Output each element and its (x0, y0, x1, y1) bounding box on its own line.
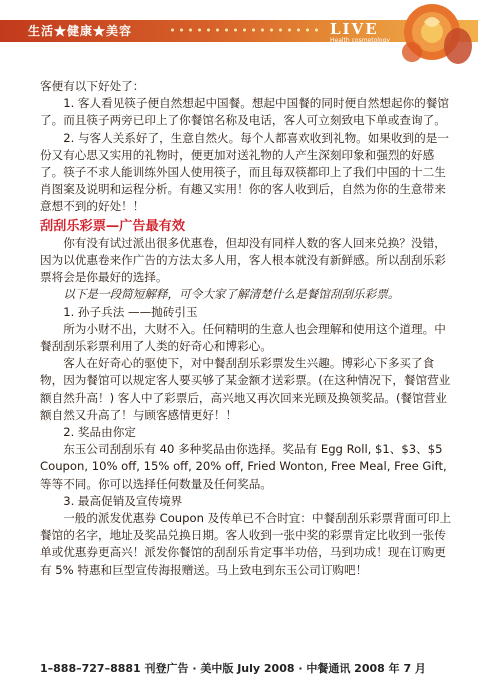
paragraph-coupons: 你有没有试过派出很多优惠卷，但却没有同样人数的客人回来兑换？没错，因为以优惠卷来作广告的方法太多人用，客人根本就没有新鲜感。所以刮刮乐彩票将会是你最好的选择。 (40, 235, 446, 285)
list-heading-1: 1. 孙子兵法 ——抛砖引玉 (63, 304, 198, 319)
decorative-flower-illustration (392, 2, 478, 68)
brand-logo-text: LIVE (330, 20, 379, 38)
paragraph-chopsticks-benefit: 1. 客人看见筷子便自然想起中国餐。想起中国餐的同时便自然想起你的餐馆了。而且筷子两旁已印上了你餐馆名称及电话，客人可立刻致电下单或查询了。 (40, 96, 449, 128)
list-heading-2: 2. 奖品由你定 (63, 425, 136, 440)
paragraph-explanation-note: 以下是一段简短解释，可令大家了解清楚什么是餐馆刮刮乐彩票。 (63, 287, 400, 302)
brand-subtitle: Health cosmetology (330, 37, 390, 44)
intro-text: 客便有以下好处了： (40, 79, 145, 93)
paragraph-promotion: 一般的派发优惠券 Coupon 及传单已不合时宜：中餐刮刮乐彩票背面可印上餐馆的名字，地址及奖品兑换日期。客人收到一张中奖的彩票肯定比收到一张传单或优惠券更高兴！派发你餐馆的刮刮乐肯定事半功倍，马到功成！现在订购更有 5% 特惠和巨型宣传海报赠送。马上致电到东玉公司订购吧！ (40, 511, 452, 577)
paragraph-curiosity: 客人在好奇心的驱使下，对中餐刮刮乐彩票发生兴趣。博彩心下多买了食物，因为餐馆可以规定客人要买够了某金额才送彩票。(在这种情况下，餐馆营业额自然升高！) 客人中了彩票后，高兴地又再次回来光顾及换领奖品。(餐馆营业额自然又升高了！与顾客感情更好！！ (40, 356, 451, 422)
section-heading: 刮刮乐彩票—广告最有效 (40, 218, 186, 234)
section-title: 生活★健康★美容 (28, 24, 133, 38)
page-header (0, 0, 478, 68)
paragraph-strategy: 所为小财不出，大财不入。任何精明的生意人也会理解和使用这个道理。中餐刮刮乐彩票利用了人类的好奇心和博彩心。 (40, 321, 446, 354)
paragraph-customer-relations: 2. 与客人关系好了，生意自然火。每个人都喜欢收到礼物。如果收到的是一份又有心思又实用的礼物时，便更加对送礼物的人产生深刻印象和强烈的好感了。筷子不求人能训练外国人使用筷子，而且每双筷都印上了我们中国的十二生肖图案及说明和运程分析。有趣又实用！你的客人收到后，自然为你的生意带来意想不到的好处！！ (40, 130, 449, 214)
page-footer: 1–888–727–8881 刊登广告 · 美中版 July 2008 · 中餐通讯 2008 年 7 月 (40, 662, 426, 675)
article-body (40, 78, 454, 579)
list-heading-3: 3. 最高促销及宣传境界 (63, 493, 183, 508)
header-dot-pattern (168, 27, 318, 33)
paragraph-prizes: 东玉公司刮刮乐有 40 多种奖品由你选择。奖品有 Egg Roll, $1、$3、$5 Coupon, 10% off, 15% off, 20% off, Fried Wonton, Free Meal, Free Gift, 等等不同。你可以选择任何数量及任何奖品。 (40, 442, 447, 491)
